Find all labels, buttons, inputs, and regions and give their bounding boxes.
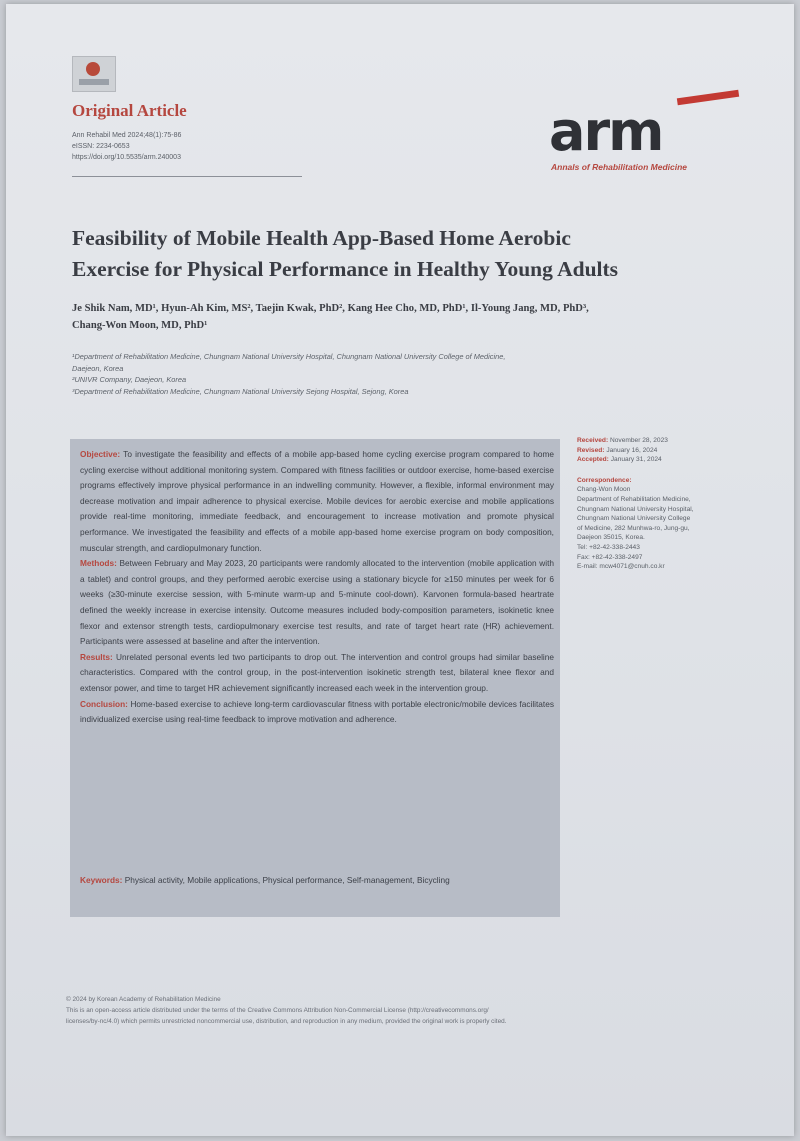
copyright-notice: © 2024 by Korean Academy of Rehabilitation Medicine (66, 996, 221, 1003)
header-rule (72, 176, 302, 177)
conclusion-label: Conclusion: (80, 698, 128, 709)
abstract-results (80, 650, 554, 697)
correspondence-address-1: Department of Rehabilitation Medicine, (577, 495, 691, 503)
revised-row (577, 446, 747, 456)
publisher-logo-bar (79, 79, 109, 85)
abstract-conclusion (80, 697, 554, 728)
conclusion-text: Home-based exercise to achieve long-term cardiovascular fitness with portable electronic/mobile devices facilitates individualized exercise using real-time feedback to improve motivation and adherence. (80, 698, 554, 725)
received-date: November 28, 2023 (610, 437, 668, 444)
journal-logo-swoosh (677, 90, 739, 106)
author-line-2: Chang-Won Moon, MD, PhD¹ (72, 320, 208, 331)
publisher-logo (72, 56, 116, 92)
article-title (72, 223, 752, 285)
received-row (577, 436, 747, 446)
article-sidebar (577, 436, 747, 583)
journal-logo (549, 90, 739, 180)
objective-text: To investigate the feasibility and effects of a mobile app-based home cycling exercise program compared to home cycling exercise without additional monitoring system. Compared with fitness facilities or outdoor exercise, home-based exercise programs effectively improve physical performance in an indwelling community. However, a flexible, informal environment may decrease motivation and impair adherence to physical exercise. Mobile devices for aerobic exercise and mobile applications provide real-time monitoring, immediate feedback, and encouragement to increase motivation and promote physical performance. We investigated the feasibility and effects of a mobile app-based home exercise program on body composition, muscular strength, and cardiopulmonary function. (80, 449, 555, 553)
accepted-row (577, 455, 747, 465)
revised-date: January 16, 2024 (606, 446, 658, 454)
correspondence-address-4: of Medicine, 282 Munhwa-ro, Jung-gu, (577, 524, 690, 532)
objective-label: Objective: (80, 449, 121, 459)
methods-text: Between February and May 2023, 20 participants were randomly allocated to the intervention (mobile application with a tablet) and control groups, and they performed aerobic exercise using a stationary bicycle for ≥150 minutes per week for 6 weeks (≥30-minute exercise session, with 5-minute warm-up and 5-minute cool-down). Karvonen formula-based heartrate defined the weekly increase in exercise intensity. Outcome measures included body-composition parameters, isokinetic knee flexor and extensor strength tests, cardiopulmonary exercise test results, and rate of target heart rate (HR) achievement. Participants were assessed at baseline and after the intervention. (80, 558, 554, 647)
abstract-methods (80, 556, 554, 650)
correspondence-address-5: Daejeon 35015, Korea. (577, 534, 645, 542)
affiliation-1-city: Daejeon, Korea (72, 363, 124, 373)
publisher-logo-emblem-icon (86, 62, 100, 76)
abstract-objective (80, 447, 554, 556)
correspondence-fax: Fax: +82-42-338-2497 (577, 553, 643, 561)
author-list (72, 300, 752, 334)
keywords (80, 873, 554, 889)
abstract-text (80, 447, 554, 728)
affiliation-1: ¹Department of Rehabilitation Medicine, Chungnam National University Hospital, Chungnam National University College of Medicine, (72, 352, 506, 361)
affiliation-3: ³Department of Rehabilitation Medicine, Chungnam National University Sejong Hospital, Sejong, Korea (72, 386, 409, 396)
paper-page (6, 4, 794, 1136)
abstract-box (70, 439, 560, 917)
article-title-line-1: Feasibility of Mobile Health App-Based Home Aerobic (72, 226, 571, 250)
journal-info (72, 130, 302, 163)
journal-name: Annals of Rehabilitation Medicine (551, 162, 688, 172)
correspondence-label: Correspondence: (577, 476, 632, 484)
received-label: Received: (577, 437, 609, 444)
license-line-1: This is an open-access article distributed under the terms of the Creative Commons Attribution Non-Commercial License (http://creativecommons.org/ (66, 1007, 489, 1014)
affiliation-2: ²UNIVR Company, Daejeon, Korea (72, 375, 187, 384)
correspondence-address-2: Chungnam National University Hospital, (577, 505, 694, 513)
correspondence-name: Chang-Won Moon (577, 486, 631, 494)
correspondence-email[interactable]: E-mail: mcw4071@cnuh.co.kr (577, 563, 665, 571)
affiliations (72, 351, 722, 397)
page-footer (66, 994, 766, 1027)
journal-logo-word: arm (549, 100, 663, 163)
keywords-text: Physical activity, Mobile applications, Physical performance, Self-management, Bicycling (124, 875, 450, 885)
correspondence-address-3: Chungnam National University College (577, 515, 691, 523)
correspondence-block (577, 476, 747, 572)
license-line-2: licenses/by-nc/4.0) which permits unrestricted noncommercial use, distribution, and reproduction in any medium, provided the original work is properly cited. (66, 1018, 507, 1025)
author-line-1: Je Shik Nam, MD¹, Hyun-Ah Kim, MS², Taejin Kwak, PhD², Kang Hee Cho, MD, PhD¹, Il-Young Jang, MD, PhD³, (72, 303, 589, 314)
article-type: Original Article (72, 101, 187, 120)
revised-label: Revised: (577, 446, 605, 454)
keywords-label: Keywords: (80, 875, 123, 885)
journal-citation: Ann Rehabil Med 2024;48(1):75-86 (72, 132, 182, 139)
accepted-label: Accepted: (577, 456, 609, 464)
article-title-line-2: Exercise for Physical Performance in Healthy Young Adults (72, 257, 619, 281)
accepted-date: January 31, 2024 (610, 456, 662, 464)
correspondence-tel: Tel: +82-42-338-2443 (577, 543, 640, 551)
journal-doi[interactable]: https://doi.org/10.5535/arm.240003 (72, 154, 181, 161)
results-text: Unrelated personal events led two participants to drop out. The intervention and control groups had similar baseline characteristics. Compared with the control group, in the post-intervention isokinetic strength test, bilateral knee flexor and extensor power, and time to target HR achievement significantly increased each week in the intervention group. (80, 651, 554, 693)
results-label: Results: (80, 651, 113, 662)
methods-label: Methods: (80, 558, 117, 569)
journal-eissn: eISSN: 2234-0653 (72, 143, 130, 150)
dates-block (577, 436, 747, 465)
